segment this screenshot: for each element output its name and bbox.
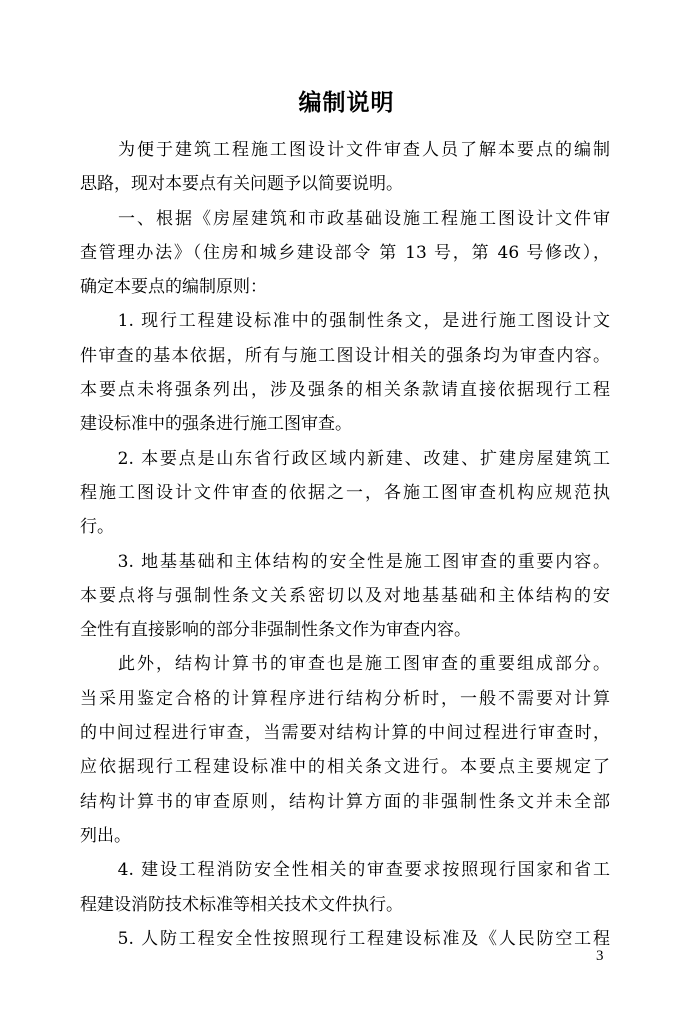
- text-line: 思路，现对本要点有关问题予以简要说明。: [80, 174, 403, 195]
- text-line: 2. 本要点是山东省行政区域内新建、改建、扩建房屋建筑工: [80, 448, 610, 469]
- text-line: 本要点未将强条列出，涉及强条的相关条款请直接依据现行工程: [80, 380, 610, 401]
- text-line: 确定本要点的编制原则：: [80, 277, 267, 298]
- text-line: 5. 人防工程安全性按照现行工程建设标准及《人民防空工程: [80, 928, 610, 949]
- text-line: 全性有直接影响的部分非强制性条文作为审查内容。: [80, 620, 471, 641]
- text-line: 本要点将与强制性条文关系密切以及对地基基础和主体结构的安: [80, 585, 610, 606]
- text-line: 的中间过程进行审查，当需要对结构计算的中间过程进行审查时，: [80, 723, 610, 744]
- text-line: 建设标准中的强条进行施工图审查。: [80, 414, 352, 435]
- text-line: 结构计算书的审查原则，结构计算方面的非强制性条文并未全部: [80, 791, 610, 812]
- page-title: 编制说明: [298, 90, 395, 116]
- text-line: 行。: [80, 517, 114, 538]
- text-line: 为便于建筑工程施工图设计文件审查人员了解本要点的编制: [80, 140, 610, 160]
- page-number: 3: [596, 948, 604, 964]
- text-line: 列出。: [80, 825, 131, 846]
- text-line: 程施工图设计文件审查的依据之一，各施工图审查机构应规范执: [80, 482, 610, 503]
- text-line: 查管理办法》（住房和城乡建设部令 第 13 号，第 46 号修改），: [80, 242, 610, 263]
- body-text: [80, 133, 610, 956]
- text-line: 一、根据《房屋建筑和市政基础设施工程施工图设计文件审: [80, 208, 610, 229]
- text-line: 4. 建设工程消防安全性相关的审查要求按照现行国家和省工: [80, 860, 610, 881]
- text-line: 当采用鉴定合格的计算程序进行结构分析时，一般不需要对计算: [80, 688, 610, 709]
- text-line: 1. 现行工程建设标准中的强制性条文，是进行施工图设计文: [80, 311, 610, 332]
- text-line: 程建设消防技术标准等相关技术文件执行。: [80, 894, 403, 915]
- text-line: 此外，结构计算书的审查也是施工图审查的重要组成部分。: [80, 654, 610, 675]
- text-line: 3. 地基基础和主体结构的安全性是施工图审查的重要内容。: [80, 551, 610, 572]
- text-line: 件审查的基本依据，所有与施工图设计相关的强条均为审查内容。: [80, 345, 610, 366]
- text-line: 应依据现行工程建设标准中的相关条文进行。本要点主要规定了: [80, 757, 610, 778]
